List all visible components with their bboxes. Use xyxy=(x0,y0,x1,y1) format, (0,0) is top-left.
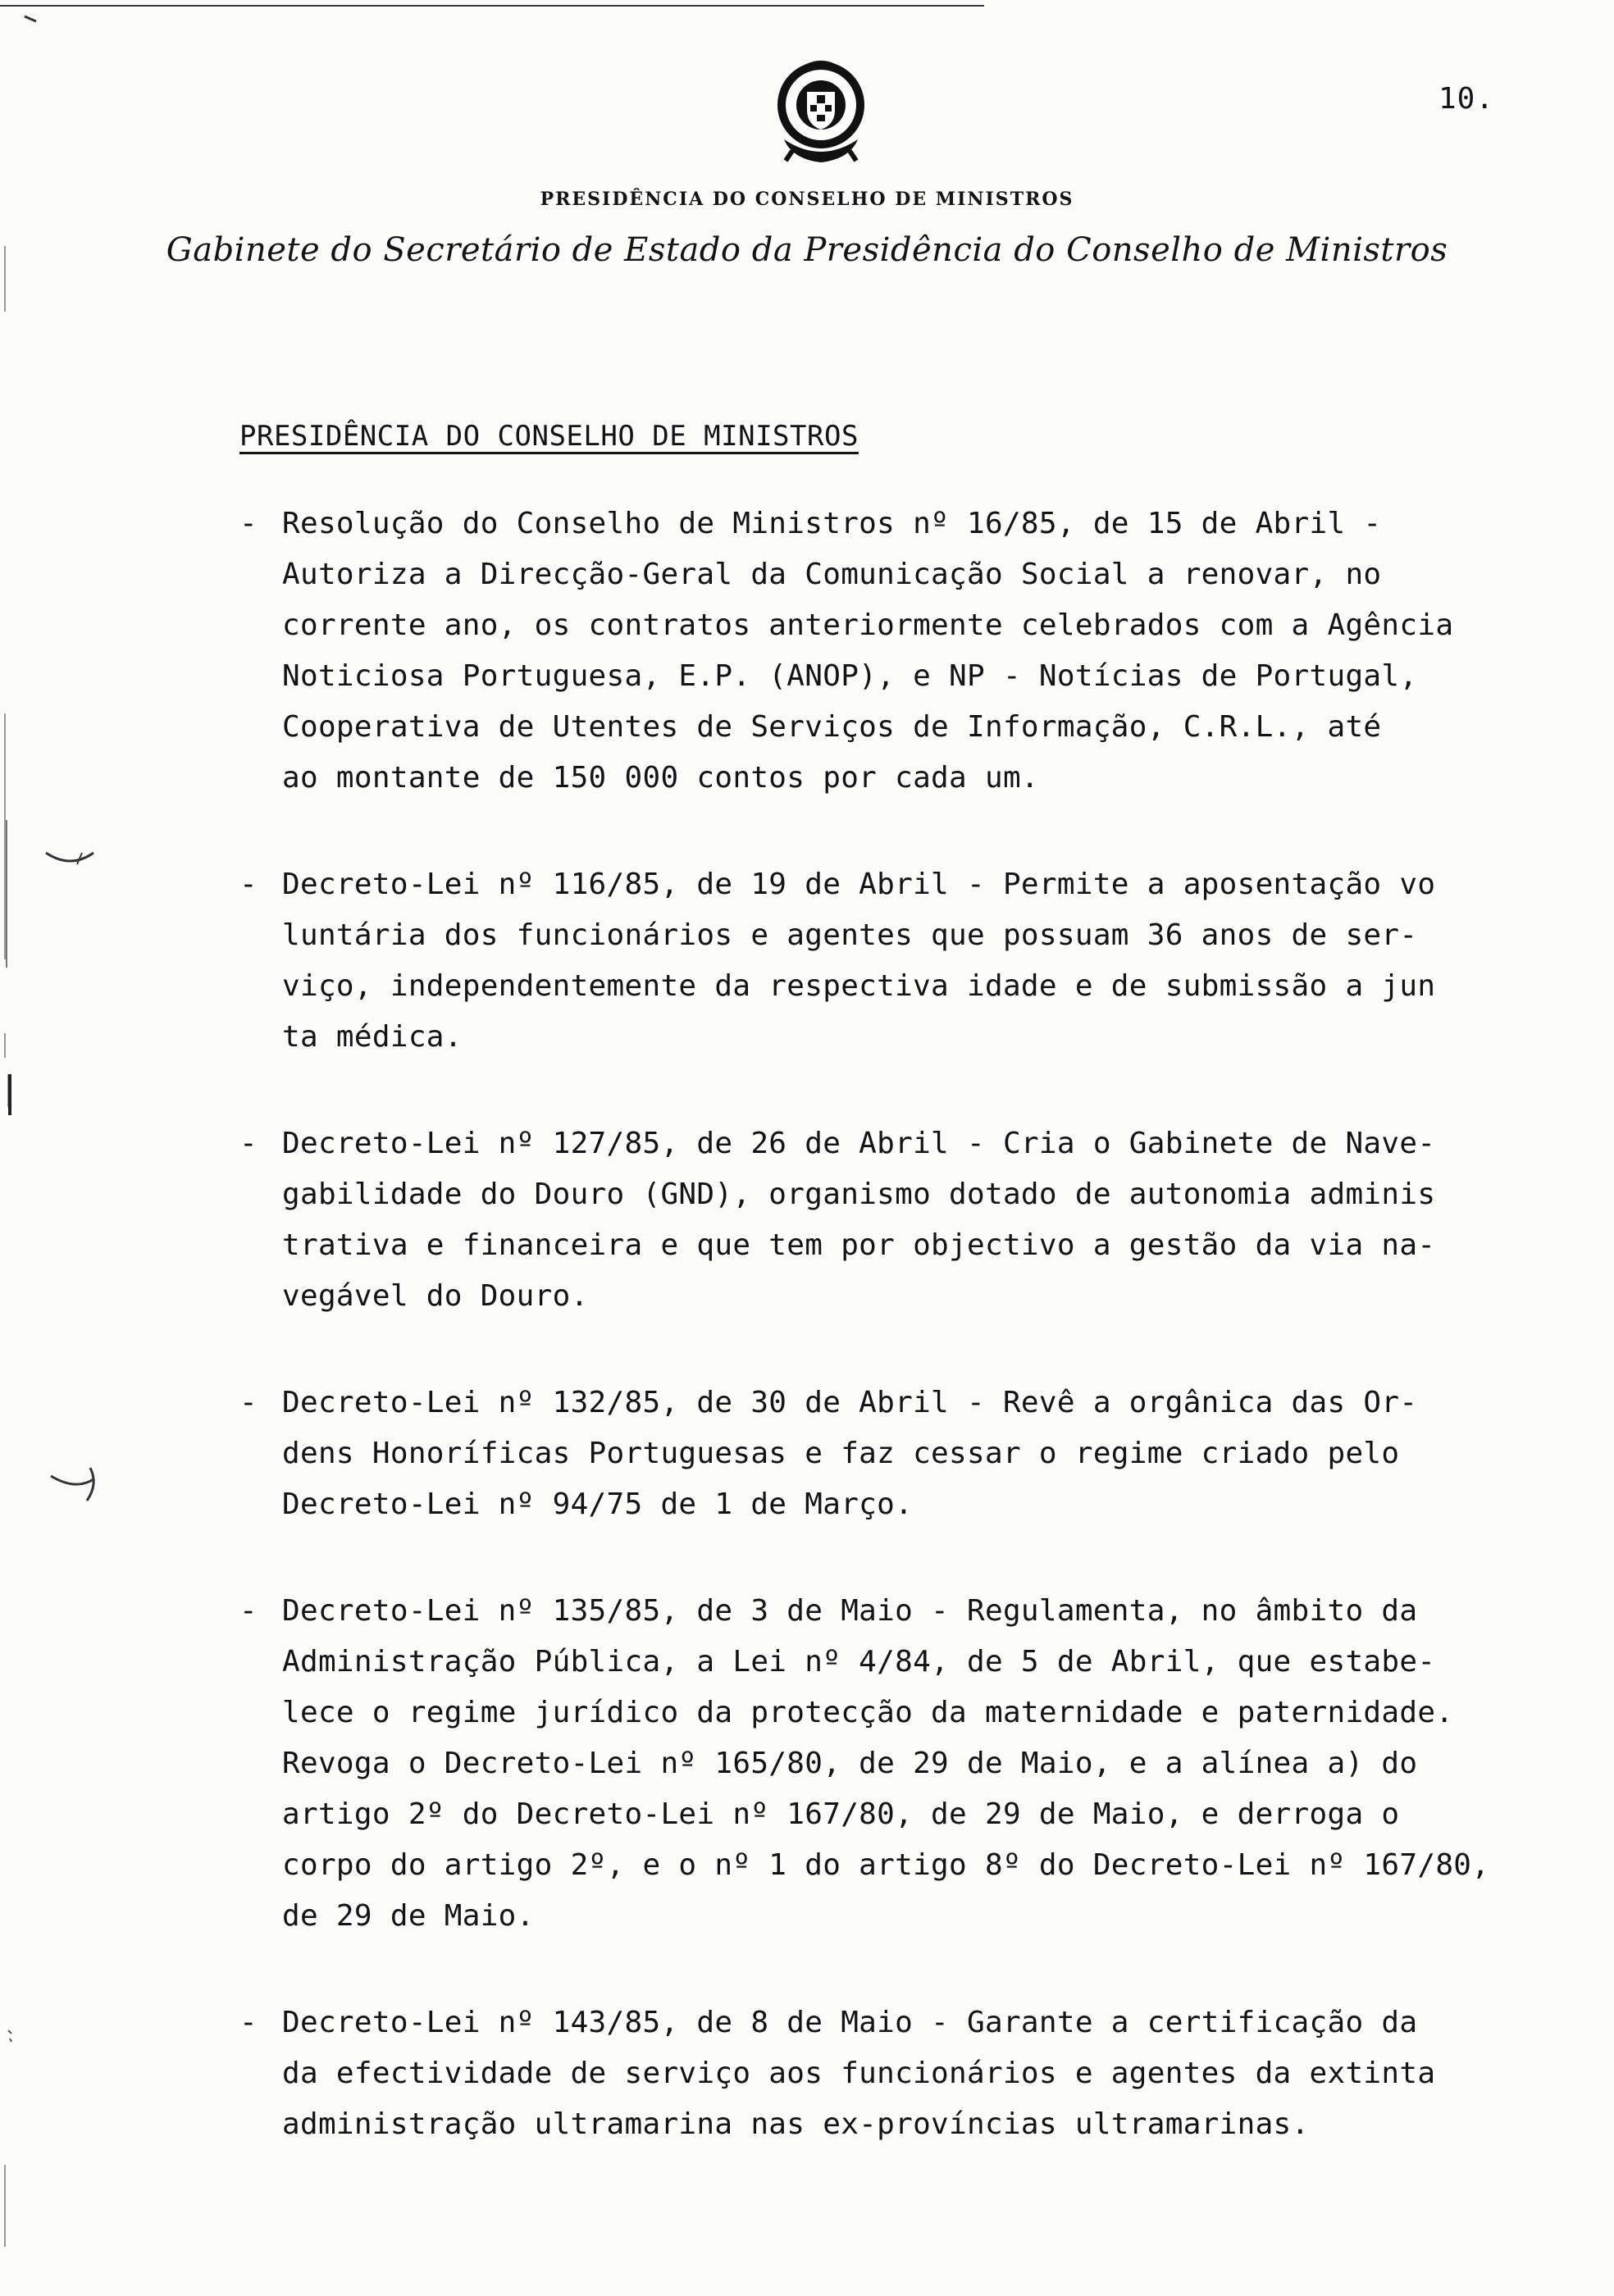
bullet-dash: - xyxy=(239,1386,258,1419)
scan-margin-marks xyxy=(0,0,115,2296)
entry-text-line: Decreto-Lei nº 127/85, de 26 de Abril - Cria o Gabinete de Nave- xyxy=(282,1127,1436,1160)
entry-text-line: lece o regime jurídico da protecção da maternidade e paternidade. xyxy=(282,1696,1454,1729)
entry-text-line: luntária dos funcionários e agentes que possuam 36 anos de ser- xyxy=(282,918,1418,952)
letterhead-subtitle: Gabinete do Secretário de Estado da Presidência do Conselho de Ministros xyxy=(166,231,1448,269)
list-item xyxy=(239,859,1609,1063)
entry-text-line: ao montante de 150 000 contos por cada um. xyxy=(282,761,1039,795)
bullet-dash: - xyxy=(239,1594,258,1628)
entry-text-line: viço, independentemente da respectiva idade e de submissão a jun xyxy=(282,969,1436,1003)
entry-text-line: Resolução do Conselho de Ministros nº 16/85, de 15 de Abril - xyxy=(282,507,1382,540)
list-item xyxy=(239,1586,1609,1942)
entry-text-line: dens Honoríficas Portuguesas e faz cessar o regime criado pelo xyxy=(282,1437,1400,1470)
entry-text-line: de 29 de Maio. xyxy=(282,1899,535,1933)
coat-of-arms-icon xyxy=(768,54,874,177)
entry-text-line: administração ultramarina nas ex-províncias ultramarinas. xyxy=(282,2107,1310,2141)
entry-text-line: trativa e financeira e que tem por objectivo a gestão da via na- xyxy=(282,1228,1436,1262)
entry-text-line: Decreto-Lei nº 94/75 de 1 de Março. xyxy=(282,1487,914,1521)
entry-text-line: corrente ano, os contratos anteriormente celebrados com a Agência xyxy=(282,608,1454,642)
entry-text-line: ta médica. xyxy=(282,1020,463,1054)
letterhead-title: PRESIDÊNCIA DO CONSELHO DE MINISTROS xyxy=(540,189,1074,210)
bullet-dash: - xyxy=(239,1127,258,1160)
entry-text-line: Autoriza a Direcção-Geral da Comunicação Social a renovar, no xyxy=(282,558,1382,591)
entry-text-line: Decreto-Lei nº 132/85, de 30 de Abril - Revê a orgânica das Or- xyxy=(282,1386,1418,1419)
entry-text-line: Decreto-Lei nº 135/85, de 3 de Maio - Regulamenta, no âmbito da xyxy=(282,1594,1418,1628)
bullet-dash: - xyxy=(239,507,258,540)
list-item xyxy=(239,1118,1609,1322)
list-item xyxy=(239,1378,1609,1530)
entry-text-line: da efectividade de serviço aos funcionários e agentes da extinta xyxy=(282,2057,1436,2090)
legislation-list xyxy=(239,499,1609,2206)
section-heading: PRESIDÊNCIA DO CONSELHO DE MINISTROS xyxy=(239,420,859,453)
entry-text-line: vegável do Douro. xyxy=(282,1279,589,1313)
entry-text-line: Decreto-Lei nº 143/85, de 8 de Maio - Garante a certificação da xyxy=(282,2006,1418,2039)
entry-text-line: Revoga o Decreto-Lei nº 165/80, de 29 de Maio, e a alínea a) do xyxy=(282,1747,1418,1780)
bullet-dash: - xyxy=(239,2006,258,2039)
entry-text-line: Decreto-Lei nº 116/85, de 19 de Abril - Permite a aposentação vo xyxy=(282,868,1436,901)
list-item xyxy=(239,1998,1609,2150)
entry-text-line: Cooperativa de Utentes de Serviços de Informação, C.R.L., até xyxy=(282,710,1382,744)
entry-text-line: artigo 2º do Decreto-Lei nº 167/80, de 29 de Maio, e derroga o xyxy=(282,1797,1400,1831)
entry-text-line: gabilidade do Douro (GND), organismo dotado de autonomia adminis xyxy=(282,1178,1436,1211)
entry-text-line: Administração Pública, a Lei nº 4/84, de 5 de Abril, que estabe- xyxy=(282,1645,1436,1679)
list-item xyxy=(239,499,1609,804)
entry-text-line: corpo do artigo 2º, e o nº 1 do artigo 8º do Decreto-Lei nº 167/80, xyxy=(282,1848,1490,1882)
scan-top-rule xyxy=(0,5,984,7)
bullet-dash: - xyxy=(239,868,258,901)
entry-text-line: Noticiosa Portuguesa, E.P. (ANOP), e NP - Notícias de Portugal, xyxy=(282,659,1418,693)
page-number: 10. xyxy=(1438,82,1495,116)
